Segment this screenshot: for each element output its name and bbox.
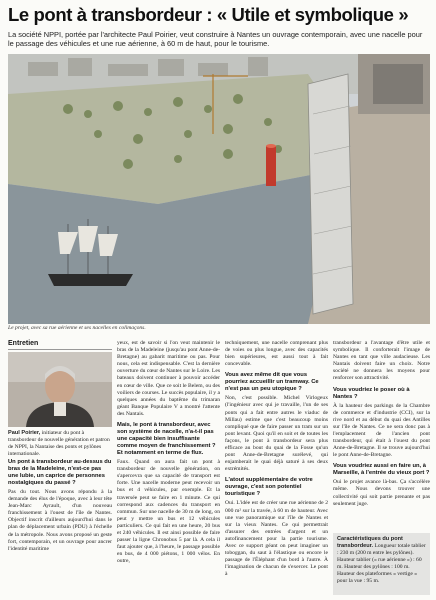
paragraph: Non, c'est possible. Michel Virlogeux (l'ingénieur avec qui je travaille, l'un de ses ponts qui a fait entre autres le viaduc de Millau) estime que c'est beaucoup moins compliqué que de faire passer un tram sur un pont levant. Quoi qu'il en soit et de toutes les façons, le pont à transbordeur sera plus efficace au bout du quai de la Fosse qu'un pont Anne-de-Bretagne surélevé, qui enjamberait le quai déjà saturé à ses deux extrémités. xyxy=(225,395,328,473)
question: Vous voudriez aussi en faire un, à Marseille, à l'entrée du vieux port ? xyxy=(333,463,430,477)
paragraph: transbordeur a l'avantage d'être utile et symbolique. Il conforterait l'image de Nantes en tant que ville audacieuse. Les Nantais doivent faire un choix. Notre société ne donnera les moyens pour renforcer son attractivité. xyxy=(333,340,430,382)
characteristics-box xyxy=(333,533,430,595)
column-2 xyxy=(117,340,220,567)
paragraph: À la hauteur des parkings de la Chambre de commerce et d'industrie (CCI), sur la rive nord et au début du quai des Antilles sur l'île de Nantes. Ce ne sera donc pas à l'emplacement de l'ancien pont transbordeur, qui était à l'ouest du pont Anne-de-Bretagne. Il se trouve aujourd'hui le pont Anne-de-Bretagne. xyxy=(333,402,430,459)
column-4 xyxy=(333,340,430,509)
paragraph: Oui le projet avance là-bas. Ça s'accélère même. Nous devons trouver une collectivité qui soit partie prenante et pas seulement juge. xyxy=(333,479,430,507)
portrait-photo xyxy=(8,352,112,427)
headline: Le pont à transbordeur : « Utile et symbolique » xyxy=(8,4,409,25)
question: Vous avez même dit que vous pourriez accueillir un tramway. Ce n'est pas un peu utopique ? xyxy=(225,372,319,393)
portrait-caption xyxy=(8,430,112,458)
question: Un pont à transbordeur au-dessus du bras de la Madeleine, n'est-ce pas une lubie, un caprice de personnes nostalgiques du passé ? xyxy=(8,459,112,486)
section-label: Entretien xyxy=(8,340,112,350)
photo-caption: Le projet, avec sa rue aérienne et ses nacelles en colimaçons. xyxy=(8,325,146,331)
question: L'atout supplémentaire de votre ouvrage, c'est son potentiel touristique ? xyxy=(225,477,313,498)
question: Vous voudriez le poser où à Nantes ? xyxy=(333,386,410,400)
portrait-caption-name: Paul Poirier, xyxy=(8,430,41,436)
bridge-rendering-photo xyxy=(8,54,430,324)
standfirst: La société NPPI, portée par l'architecte Paul Poirier, veut construire à Nantes un ouvrage contemporain, avec une nacelle pour le passage des véhicules et une rue aérienne, à 60 m de haut, pour le tourisme. xyxy=(8,30,423,49)
question: Mais, le pont à transbordeur, avec son système de nacelle, n'a-t-il pas une capacité bien insuffisante comme moyen de franchissement ? Et notamment en terme de flux. xyxy=(117,422,216,457)
box-text: Longueur totale tablier : 230 m (200 m entre les pylônes). Hauteur tablier (« rue aérienne ») : 60 m. Hauteur des pylônes : 100 m. Hauteur des plateformes « vertige » pour la vue : 95 m. xyxy=(337,543,426,584)
portrait-caption-text: initiateur du pont à transbordeur de nouvelle génération et patron de NPPI, la Nantaise des ponts et pylônes internationale. xyxy=(8,430,110,457)
column-1 xyxy=(8,455,112,554)
paragraph: Pas du tout. Nous avons répondu à la demande des élus de l'époque, avec à leur tête Jean-Marc Ayrault, d'un nouveau franchissement à l'ouest de l'île de Nantes. Objectif inscrit d'ailleurs aujourd'hui dans le plan de déplacement urbain (PDU) à l'échelle de la métropole. Nous avons proposé un geste fort, contemporain, et un ouvrage pour ancrer l'identité maritime xyxy=(8,489,112,552)
paragraph: techniquement, une nacelle comprenant plus de voies ou plus longue, avec des capacités bien supérieures, est aussi tout à fait concevable. xyxy=(225,340,328,368)
paragraph: yeux, est de savoir si l'on veut maintenir le bras de la Madeleine (jusqu'au pont Anne-de-Bretagne) au gabarit maritime ou pas. Pour nous, cela est indispensable. C'est la dernière ouverture du cœur de Nantes sur le Loire. Les bateaux doivent continuer à pouvoir accéder en cœur de ville. Que ce soit le Belem, ou des voiliers de courses. Le succès populaire, il y a quelques années du baptême du trimaran géant Banque Populaire V a montré l'attente des Nantais. xyxy=(117,340,220,417)
paragraph: Faux. Quand on aura fait un pont à transbordeur de nouvelle génération, on s'apercevra que sa capacité de transport est forte. Une nacelle moderne peut recevoir un bus et 4 véhicules, par exemple. Et la traversée peut se faire en 1 minute. Ce qui correspond aux cadences du transport en commun. Sur une nacelle de 30 m de long, on peut y mettre un bus et 12 véhicules particuliers. Ce qui fait en une heure, 20 bus et 240 véhicules. Il est ainsi possible de faire passer la ligne Chronobus 5 par là. A cela il faut ajouter que, à l'heure, le passage possible en bus, de 4 000 piétons, 1 000 vélos. En outre, xyxy=(117,459,220,565)
box-title: Caractéristiques du pont transbordeur. xyxy=(337,536,403,549)
column-3 xyxy=(225,340,328,580)
paragraph: Oui. L'idée est de créer une rue aérienne de 2 000 m² sur la travée, à 60 m de hauteur. Avec une vue panoramique sur l'île de Nantes et sur la vieux Nantes. Ce qui permettrait d'assurer des entrées d'argent et un autofinancement pour la partie tourisme. Avec ce support géant on peut imaginer un toboggan, du saut à l'élastique ou encore le passage de l'Éléphant d'un bord à l'autre. À l'imagination de chacun de s'exercer. Le pont à xyxy=(225,500,328,578)
